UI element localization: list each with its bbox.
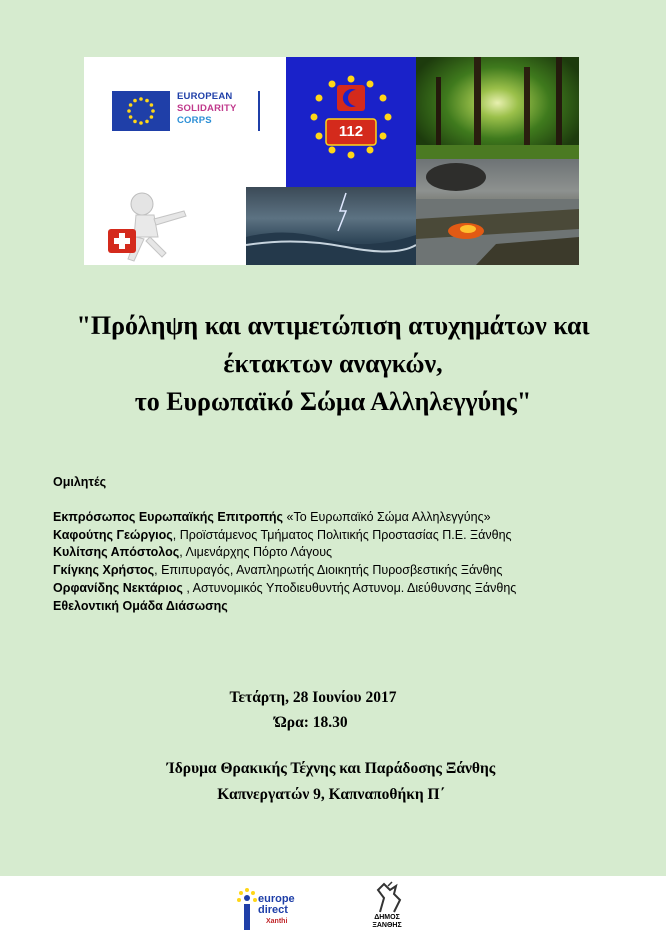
- speaker-name: Εκπρόσωπος Ευρωπαϊκής Επιτροπής: [53, 509, 284, 524]
- eu-flag-icon: [112, 91, 170, 131]
- municipality-xanthi-logo: [358, 880, 416, 936]
- europe-direct-line-2: direct: [258, 904, 288, 916]
- footer-logos: [0, 876, 666, 941]
- speaker-name: Καφούτης Γεώργιος: [53, 527, 173, 542]
- municipality-line-1: ΔΗΜΟΣ: [374, 914, 400, 921]
- europe-direct-line-1: europe: [258, 893, 295, 905]
- event-date: Τετάρτη, 28 Ιουνίου 2017: [229, 689, 397, 706]
- europe-direct-logo: [236, 884, 304, 936]
- esc-line-3: CORPS: [177, 115, 212, 126]
- europe-direct-city: Xanthi: [266, 918, 288, 925]
- event-title-line-2: έκτακτων αναγκών,: [223, 349, 443, 378]
- event-time: Ώρα: 18.30: [274, 714, 348, 731]
- esc-line-1: EUROPEAN: [177, 91, 233, 102]
- esc-line-2: SOLIDARITY: [177, 103, 237, 114]
- flood-fire-photo: [416, 159, 579, 265]
- event-address: Καπνεργατών 9, Καπναποθήκη Π΄: [217, 786, 445, 803]
- esc-divider: [258, 91, 260, 131]
- speaker-row: [53, 527, 516, 545]
- speaker-role: , Λιμενάρχης Πόρτο Λάγους: [179, 545, 333, 560]
- event-title-line-1: "Πρόληψη και αντιμετώπιση ατυχημάτων και: [76, 311, 590, 340]
- speaker-name: Κυλίτσης Απόστολος: [53, 545, 180, 560]
- speaker-row: [53, 580, 516, 598]
- speaker-row: [53, 598, 516, 616]
- speaker-row: [53, 509, 516, 527]
- emergency-number: 112: [338, 123, 364, 140]
- medic-figure-image: [84, 187, 246, 265]
- speaker-name: Γκίγκης Χρήστος: [53, 563, 155, 578]
- speaker-role: , Επιπυραγός, Αναπληρωτής Διοικητής Πυροσβεστικής Ξάνθης: [154, 563, 503, 578]
- european-solidarity-corps-logo: [84, 57, 286, 187]
- speakers-section: [53, 474, 516, 616]
- image-collage: [84, 57, 579, 265]
- esc-wordmark: [177, 91, 237, 127]
- speaker-role: , Προϊστάμενος Τμήματος Πολιτικής Προστασίας Π.Ε. Ξάνθης: [172, 527, 512, 542]
- horse-rider-emblem-icon: [358, 880, 416, 916]
- speaker-row: [53, 544, 516, 562]
- speaker-name: Εθελοντική Ομάδα Διάσωσης: [53, 598, 228, 613]
- emergency-112-image: [286, 57, 416, 187]
- municipality-text: [358, 914, 416, 930]
- storm-sea-photo: [246, 187, 416, 265]
- speaker-role: , Αστυνομικός Υποδιευθυντής Αστυνομ. Διεύθυνσης Ξάνθης: [182, 580, 517, 595]
- forest-photo: [416, 57, 579, 159]
- europe-direct-text: [258, 894, 295, 916]
- speaker-role: «Το Ευρωπαϊκό Σώμα Αλληλεγγύης»: [283, 509, 491, 524]
- municipality-line-2: ΞΑΝΘΗΣ: [372, 922, 402, 929]
- speaker-name: Ορφανίδης Νεκτάριος: [53, 580, 183, 595]
- event-title-line-3: το Ευρωπαϊκό Σώμα Αλληλεγγύης": [134, 387, 532, 416]
- speaker-row: [53, 562, 516, 580]
- event-venue: Ίδρυμα Θρακικής Τέχνης και Παράδοσης Ξάνθης: [166, 760, 496, 777]
- speakers-header: Ομιλητές: [53, 475, 107, 489]
